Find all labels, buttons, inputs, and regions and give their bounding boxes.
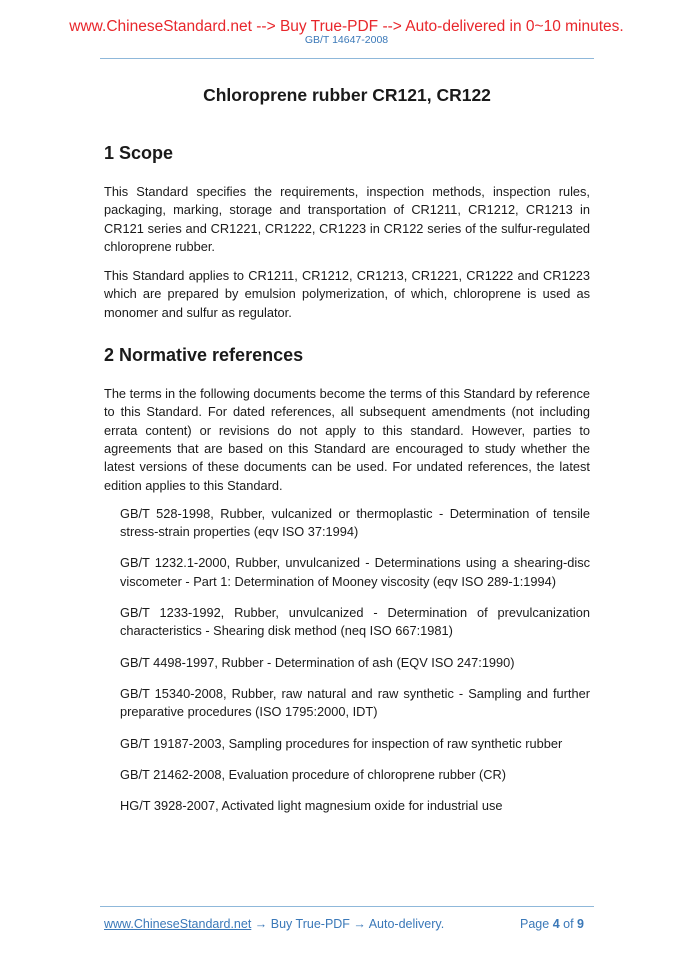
page-total: 9 (577, 917, 584, 931)
reference-item: GB/T 1232.1-2000, Rubber, unvulcanized - Determinations using a shearing-disc viscometer - Part 1: Determination of Mooney viscosity (eqv ISO 289-1:1994) (120, 555, 590, 589)
references-intro-paragraph: The terms in the following documents become the terms of this Standard by reference to this Standard. For dated references, all subsequent amendments (not including errata content) or revisions do not apply to this standard. However, parties to agreements that are based on this Standard are encouraged to study whether the latest versions of these documents can be used. For undated references, the latest edition applies to this Standard. (104, 386, 590, 493)
page-indicator (520, 916, 584, 932)
reference-item: HG/T 3928-2007, Activated light magnesium oxide for industrial use (120, 798, 503, 814)
section-heading-normative-references: 2 Normative references (104, 345, 304, 366)
document-id: GB/T 14647-2008 (304, 34, 389, 46)
section-heading-scope: 1 Scope (104, 143, 174, 163)
header-divider (100, 58, 594, 59)
page-content (104, 80, 590, 828)
reference-item: GB/T 4498-1997, Rubber - Determination of ash (EQV ISO 247:1990) (120, 654, 515, 670)
scope-paragraph-2: This Standard applies to CR1211, CR1212, CR1213, CR1221, CR1222 and CR1223 which are prepared by emulsion polymerization, of which, chloroprene is used as monomer and sulfur as regulator. (104, 268, 590, 320)
page-of-label: of (563, 917, 574, 931)
document-title: Chloroprene rubber CR121, CR122 (203, 85, 491, 105)
page-number: 4 (552, 917, 560, 931)
reference-item: GB/T 1233-1992, Rubber, unvulcanized - Determination of prevulcanization characteristics - Shearing disk method (neq ISO 667:1981) (120, 605, 590, 639)
footer-site-link[interactable]: www.ChineseStandard.net (104, 917, 252, 931)
reference-list (104, 505, 590, 816)
reference-item: GB/T 19187-2003, Sampling procedures for inspection of raw synthetic rubber (120, 735, 563, 751)
footer-divider (100, 906, 594, 907)
reference-item: GB/T 15340-2008, Rubber, raw natural and raw synthetic - Sampling and further preparative procedures (ISO 1795:2000, IDT) (120, 685, 590, 720)
footer (104, 916, 590, 932)
footer-trail-text: → Buy True-PDF → Auto-delivery. (251, 917, 445, 931)
header-banner[interactable]: www.ChineseStandard.net --> Buy True-PDF --> Auto-delivered in 0~10 minutes. (69, 18, 624, 35)
reference-item: GB/T 528-1998, Rubber, vulcanized or thermoplastic - Determination of tensile stress-strain properties (eqv ISO 37:1994) (120, 505, 590, 540)
scope-paragraph-1: This Standard specifies the requirements, inspection methods, inspection rules, packaging, marking, storage and transportation of CR1211, CR1212, CR1213 in CR121 series and CR1221, CR1222, CR1223 in CR122 series of the sulfur-regulated chloroprene rubber. (104, 184, 590, 254)
reference-item: GB/T 21462-2008, Evaluation procedure of chloroprene rubber (CR) (120, 766, 507, 782)
page-label: Page (520, 917, 550, 931)
